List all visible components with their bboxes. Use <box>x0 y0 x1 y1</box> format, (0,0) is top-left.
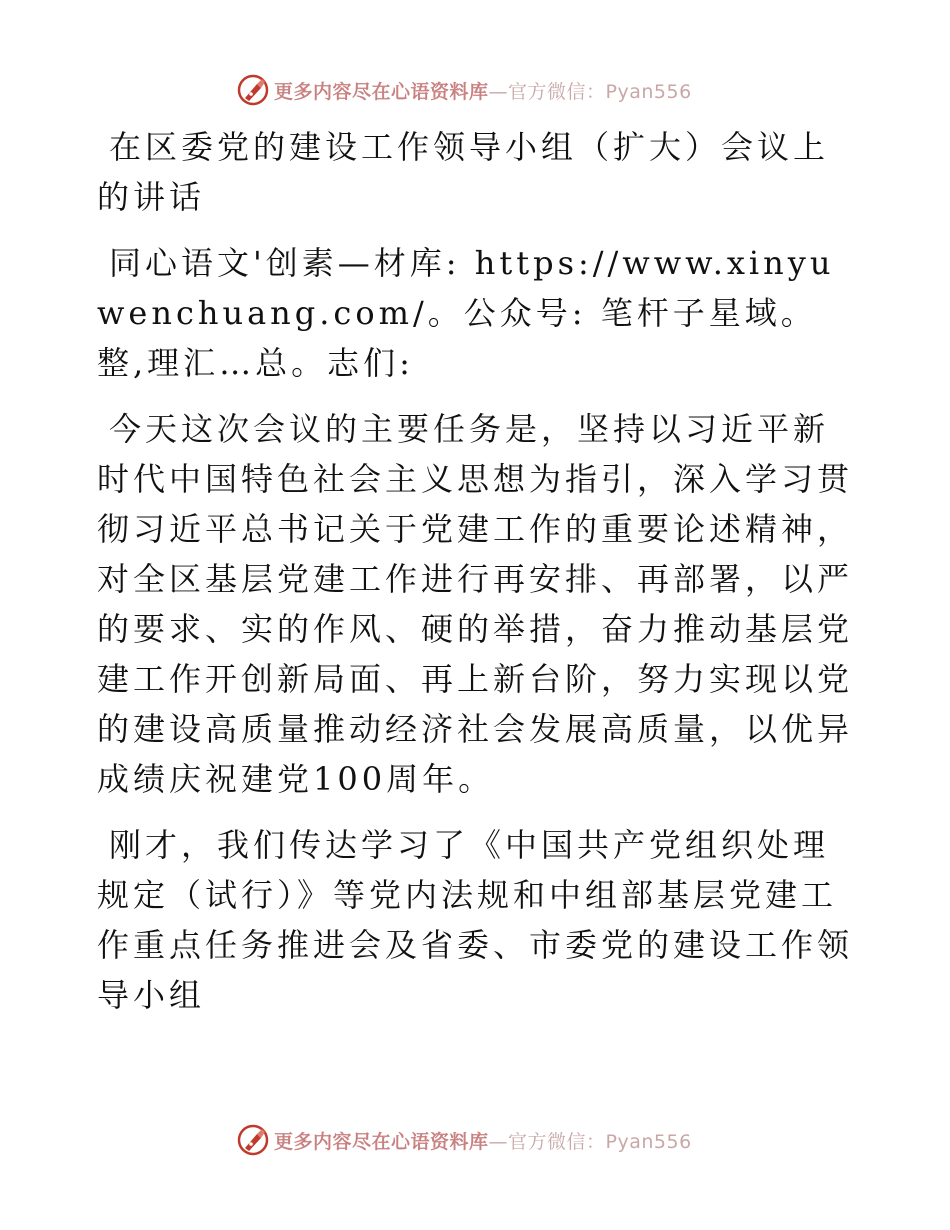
watermark-text <box>274 77 692 104</box>
body-paragraph: 今天这次会议的主要任务是，坚持以习近平新时代中国特色社会主义思想为指引，深入学习贯彻习近平总书记关于党建工作的重要论述精神，对全区基层党建工作进行再安排、再部署，以严的要求、实的作风、硬的举措，奋力推动基层党建工作开创新局面、再上新台阶，努力实现以党的建设高质量推动经济社会发展高质量，以优异成绩庆祝建党100周年。 <box>97 410 854 798</box>
document-title: 在区委党的建设工作领导小组（扩大）会议上的讲话 <box>97 128 830 216</box>
watermark-separator: — <box>488 80 509 103</box>
footer-watermark <box>236 1122 692 1158</box>
header-watermark <box>236 72 692 108</box>
pen-nib-seal-icon <box>236 73 270 107</box>
watermark-separator: — <box>488 1130 509 1153</box>
watermark-suffix: 官方微信：Pyan556 <box>508 80 692 103</box>
source-note-paragraph: 同心语文'创素—材库: https://www.xinyuwenchuang.com/。公众号: 笔杆子星域。整,理汇…总。志们: <box>97 244 835 382</box>
body-paragraph: 刚才，我们传达学习了《中国共产党组织处理规定（试行）》等党内法规和中组部基层党建工作重点任务推进会及省委、市委党的建设工作领导小组 <box>97 826 854 1014</box>
document-body <box>97 122 857 1020</box>
watermark-text <box>274 1127 692 1154</box>
watermark-brand: 更多内容尽在心语资料库 <box>274 1130 489 1153</box>
pen-nib-seal-icon <box>236 1123 270 1157</box>
watermark-suffix: 官方微信：Pyan556 <box>508 1130 692 1153</box>
watermark-brand: 更多内容尽在心语资料库 <box>274 80 489 103</box>
